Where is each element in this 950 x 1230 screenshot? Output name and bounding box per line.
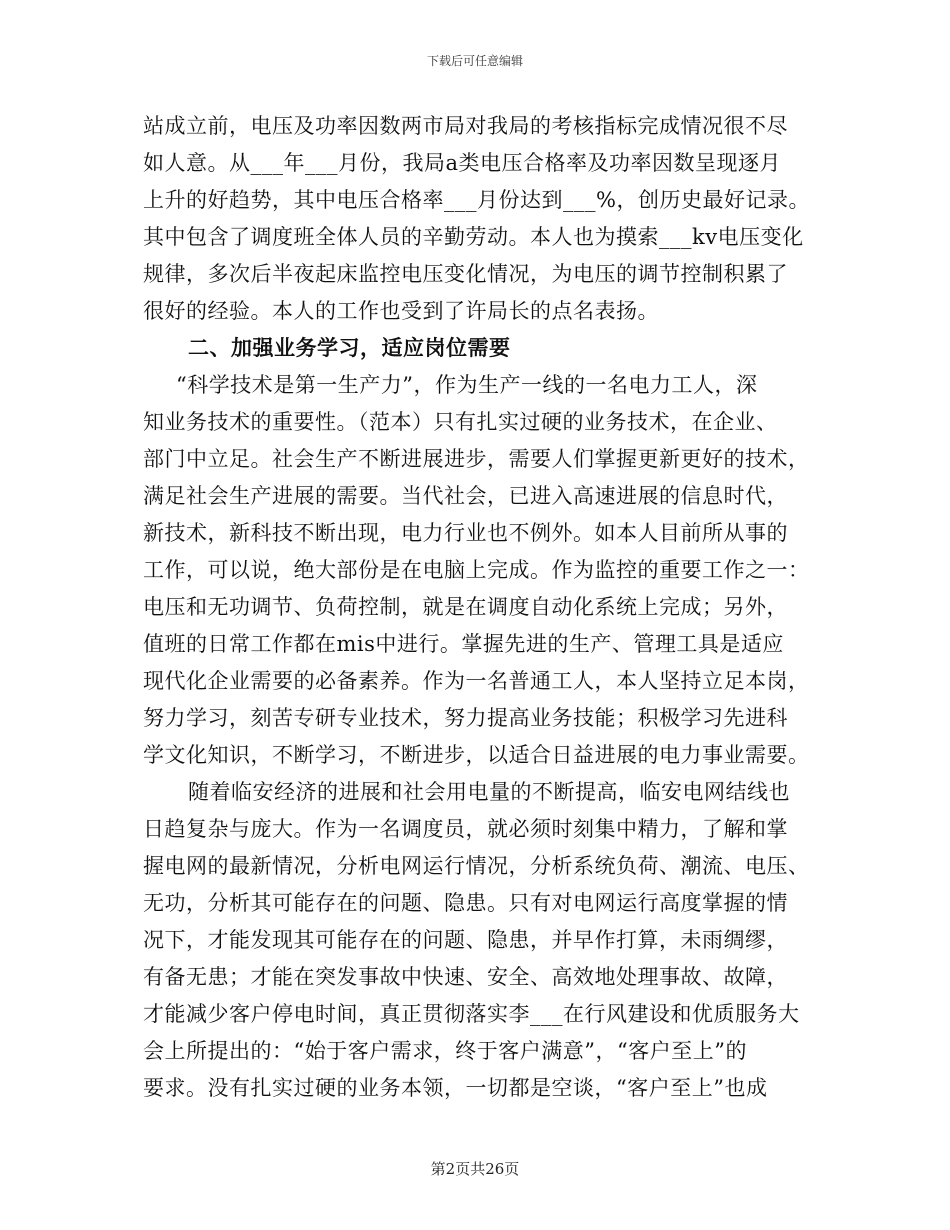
text-line: 如人意。从___年___月份，我局a类电压合格率及功率因数呈现逐月 [143, 151, 782, 175]
text-line: 很好的经验。本人的工作也受到了许局长的点名表扬。 [143, 299, 659, 323]
page-footer: 第2页共26页 [430, 1160, 520, 1178]
text-line: 工作，可以说，绝大部份是在电脑上完成。作为监控的重要工作之一： [143, 558, 810, 582]
text-line: 学文化知识，不断学习，不断进步，以适合日益进展的电力事业需要。 [143, 743, 810, 767]
text-line: 要求。没有扎实过硬的业务本领，一切都是空谈，“客户至上”也成 [143, 1076, 768, 1100]
text-line: 部门中立足。社会生产不断进展进步，需要人们掌握更新更好的技术， [143, 447, 810, 471]
text-line: 随着临安经济的进展和社会用电量的不断提高，临安电网结线也 [188, 780, 790, 804]
text-line: 有备无患；才能在突发事故中快速、安全、高效地处理事故、故障， [143, 965, 788, 989]
text-line: 电压和无功调节、负荷控制，就是在调度自动化系统上完成；另外， [143, 595, 788, 619]
text-line: 现代化企业需要的必备素养。作为一名普通工人，本人坚持立足本岗， [143, 669, 810, 693]
text-line: 努力学习，刻苦专研专业技术，努力提高业务技能；积极学习先进科 [143, 706, 788, 730]
text-line: 上升的好趋势，其中电压合格率___月份达到___%，创历史最好记录。 [143, 188, 810, 212]
text-line: 新技术，新科技不断出现，电力行业也不例外。如本人目前所从事的 [143, 521, 788, 545]
text-line: 规律，多次后半夜起床监控电压变化情况，为电压的调节控制积累了 [143, 262, 788, 286]
text-line: 其中包含了调度班全体人员的辛勤劳动。本人也为摸索___kv电压变化 [143, 225, 804, 249]
text-line: 日趋复杂与庞大。作为一名调度员，就必须时刻集中精力，了解和掌 [143, 817, 788, 841]
section-heading: 二、加强业务学习，适应岗位需要 [188, 336, 511, 360]
text-line: 握电网的最新情况，分析电网运行情况，分析系统负荷、潮流、电压、 [143, 854, 810, 878]
text-line: 满足社会生产进展的需要。当代社会，已进入高速进展的信息时代， [143, 484, 788, 508]
text-line: “科学技术是第一生产力”，作为生产一线的一名电力工人，深 [176, 373, 758, 397]
page-header: 下载后可任意编辑 [426, 54, 523, 68]
text-line: 站成立前，电压及功率因数两市局对我局的考核指标完成情况很不尽 [143, 114, 788, 138]
text-line: 值班的日常工作都在mis中进行。掌握先进的生产、管理工具是适应 [143, 632, 784, 656]
text-line: 会上所提出的：“始于客户需求，终于客户满意”，“客户至上”的 [143, 1039, 747, 1063]
text-line: 知业务技术的重要性。（范本）只有扎实过硬的业务技术，在企业、 [143, 410, 778, 434]
text-line: 才能减少客户停电时间，真正贯彻落实李___在行风建设和优质服务大 [143, 1002, 800, 1026]
text-line: 况下，才能发现其可能存在的问题、隐患，并早作打算，未雨绸缪， [143, 928, 788, 952]
text-line: 无功，分析其可能存在的问题、隐患。只有对电网运行高度掌握的情 [143, 891, 788, 915]
